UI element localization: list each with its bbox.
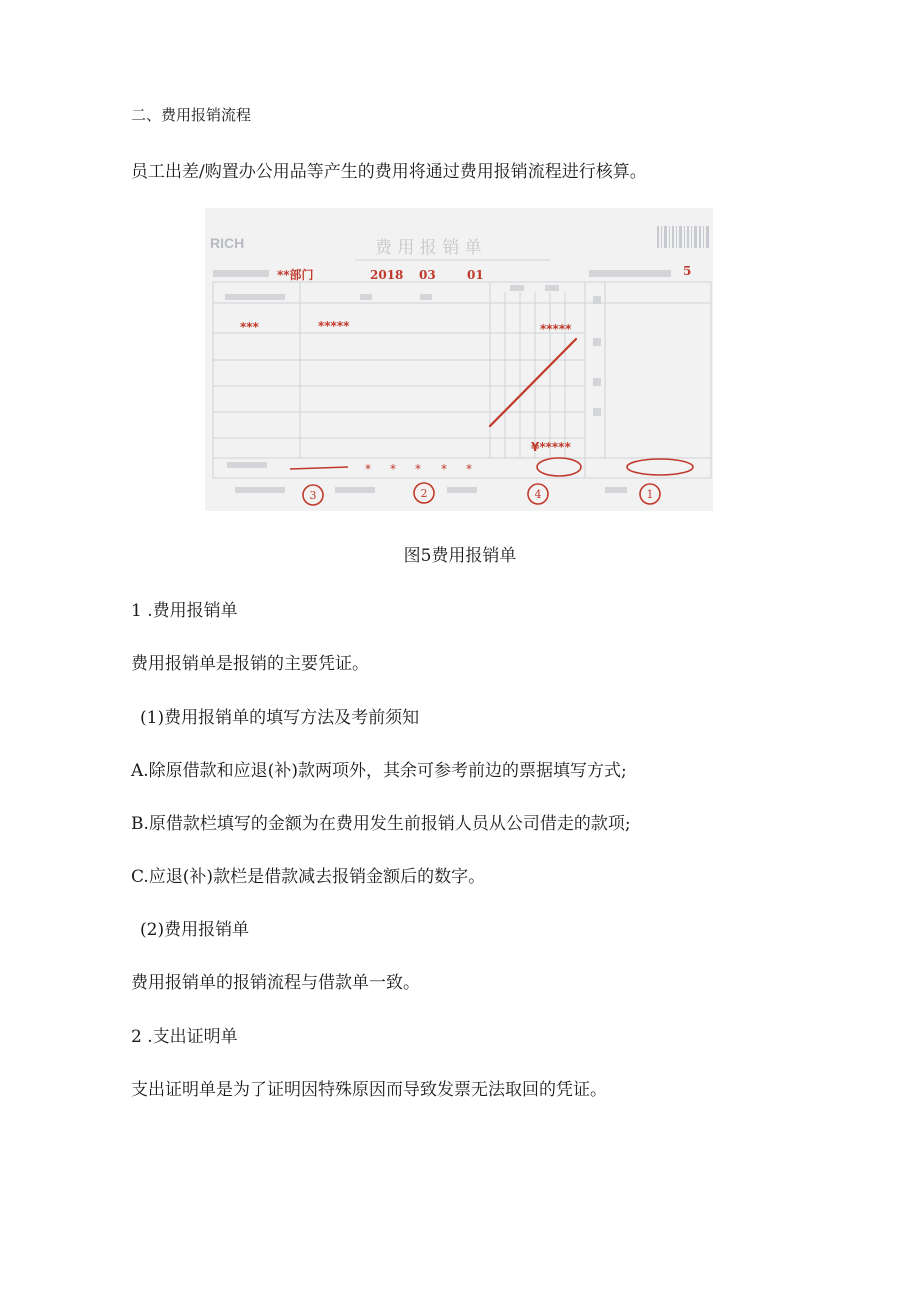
section-1-description: 费用报销单是报销的主要凭证。	[131, 654, 369, 674]
amount-diagonal-strike	[490, 339, 576, 426]
intro-paragraph: 员工出差/购置办公用品等产生的费用将通过费用报销流程进行核算。	[131, 162, 647, 182]
item-a: A.除原借款和应退(补)款两项外，其余可参考前边的票据填写方式;	[131, 761, 627, 781]
subsection-2-title: (2)费用报销单	[140, 920, 250, 940]
barcode-icon	[657, 226, 709, 248]
subsection-1-title: (1)费用报销单的填写方法及考前须知	[140, 708, 420, 728]
dept-label-placeholder	[213, 270, 269, 277]
marker-4: 4	[534, 488, 542, 501]
total-value: ¥*****	[531, 440, 571, 454]
date-year: 2018	[370, 268, 404, 282]
section-2-description: 支出证明单是为了证明因特殊原因而导致发票无法取回的凭证。	[131, 1080, 607, 1100]
attach-count: 5	[683, 264, 692, 278]
dept-value: **部门	[277, 268, 314, 282]
subsection-2-description: 费用报销单的报销流程与借款单一致。	[131, 973, 420, 993]
form-title: 费 用 报 销 单	[375, 238, 482, 258]
item-value: ***	[240, 320, 259, 334]
expense-form-drawing	[205, 208, 713, 511]
form-printed-labels	[225, 285, 627, 493]
date-day: 01	[467, 268, 484, 282]
section-heading: 二、费用报销流程	[131, 106, 252, 124]
expense-form-image	[205, 208, 713, 511]
marker-2: 2	[420, 487, 428, 500]
highlight-ellipse-loan	[627, 459, 693, 475]
form-table-grid	[213, 282, 711, 478]
uppercase-star-1: *	[365, 462, 371, 476]
highlight-ellipse-refund	[537, 458, 581, 476]
section-1-title: 1 .费用报销单	[131, 601, 238, 621]
uppercase-strike-line	[290, 467, 348, 469]
date-month: 03	[419, 268, 436, 282]
marker-1: 1	[646, 488, 654, 501]
uppercase-star-5: *	[466, 462, 472, 476]
attach-label-placeholder	[589, 270, 671, 277]
section-2-title: 2 .支出证明单	[131, 1027, 238, 1047]
form-logo: RICH	[210, 235, 245, 251]
amount-value: *****	[540, 322, 572, 336]
item-b: B.原借款栏填写的金额为在费用发生前报销人员从公司借走的款项;	[131, 814, 631, 834]
item-c: C.应退(补)款栏是借款减去报销金额后的数字。	[131, 867, 486, 887]
figure-caption: 图5费用报销单	[403, 546, 517, 566]
uppercase-star-4: *	[441, 462, 447, 476]
uppercase-star-3: *	[415, 462, 421, 476]
desc-value: *****	[318, 319, 350, 333]
uppercase-star-2: *	[390, 462, 396, 476]
marker-3: 3	[309, 489, 317, 502]
